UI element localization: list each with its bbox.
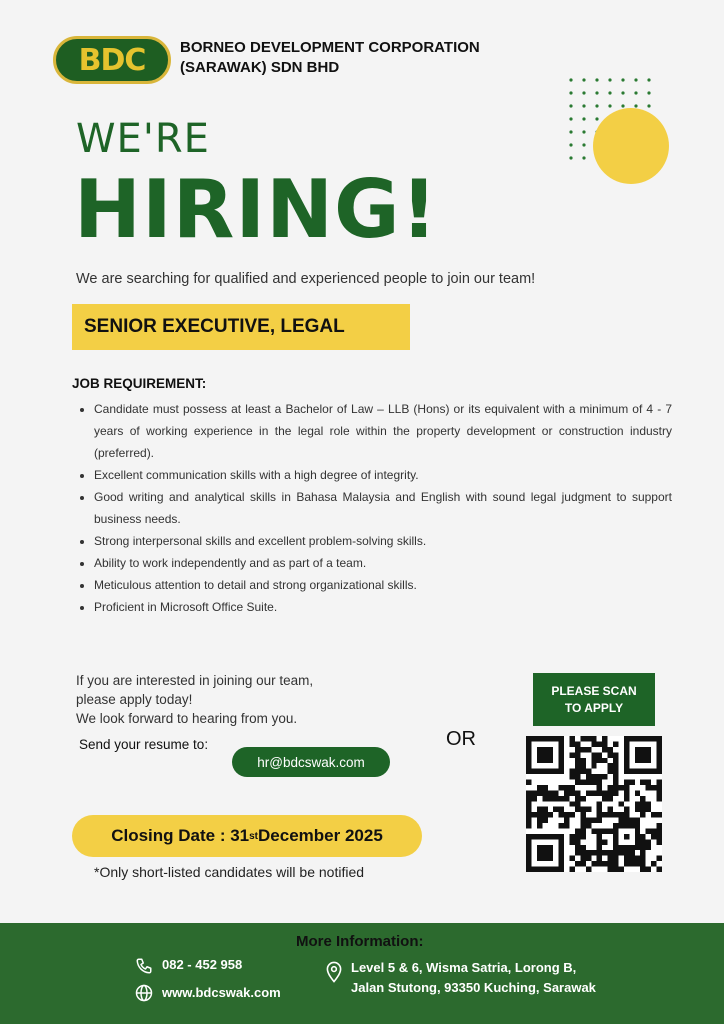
requirement-item: • Meticulous attention to detail and strong organizational skills.	[94, 574, 672, 596]
requirement-item: • Proficient in Microsoft Office Suite.	[94, 596, 672, 618]
requirement-item: • Strong interpersonal skills and excellent problem-solving skills.	[94, 530, 672, 552]
apply-message-line2: please apply today!	[76, 692, 193, 707]
closing-date-suffix: December 2025	[258, 826, 383, 845]
requirements-list	[76, 398, 672, 618]
apply-message-line1: If you are interested in joining our team,	[76, 673, 314, 688]
decorative-yellow-circle	[593, 108, 669, 184]
company-name	[180, 38, 480, 78]
footer-phone[interactable]: 082 - 452 958	[162, 957, 243, 972]
scan-to-apply-label	[533, 673, 655, 726]
footer-title: More Information:	[296, 933, 424, 950]
email-button[interactable]: hr@bdcswak.com	[232, 747, 390, 777]
closing-date-ordinal: st	[249, 830, 259, 842]
scan-line2: TO APPLY	[564, 700, 624, 715]
globe-icon	[135, 984, 153, 1002]
apply-message	[76, 671, 313, 728]
address-line1: Level 5 & 6, Wisma Satria, Lorong B,	[351, 960, 577, 975]
phone-icon	[135, 957, 153, 975]
closing-date-prefix: Closing Date : 31	[111, 826, 250, 845]
tagline: We are searching for qualified and experienced people to join our team!	[76, 271, 536, 287]
address-line2: Jalan Stutong, 93350 Kuching, Sarawak	[351, 980, 596, 995]
requirements-title: JOB REQUIREMENT:	[72, 376, 207, 391]
qr-code[interactable]	[526, 736, 662, 872]
shortlist-note: *Only short-listed candidates will be notified	[94, 864, 365, 880]
send-resume-label: Send your resume to:	[79, 737, 209, 752]
position-title: SENIOR EXECUTIVE, LEGAL	[72, 304, 410, 350]
headline-were: WE'RE	[76, 116, 210, 162]
requirement-item: • Candidate must possess at least a Bachelor of Law – LLB (Hons) or its equivalent with a minimum of 4 - 7 years of working experience in the legal role within the property development or construction industry (preferred).	[94, 398, 672, 464]
requirement-item: • Ability to work independently and as part of a team.	[94, 552, 672, 574]
requirement-item: • Excellent communication skills with a high degree of integrity.	[94, 464, 672, 486]
company-name-line2: (SARAWAK) SDN BHD	[180, 59, 340, 76]
headline-hiring: HIRING!	[74, 163, 439, 256]
closing-date-badge	[72, 815, 422, 857]
requirement-item: • Good writing and analytical skills in Bahasa Malaysia and English with sound legal judgment to support business needs.	[94, 486, 672, 530]
or-label: OR	[446, 728, 476, 750]
scan-line1: PLEASE SCAN	[551, 683, 637, 698]
footer-address	[351, 958, 596, 998]
location-pin-icon	[325, 961, 343, 983]
logo-text: BDC	[78, 42, 146, 78]
company-logo	[53, 36, 171, 84]
footer-website[interactable]: www.bdcswak.com	[162, 985, 281, 1000]
company-name-line1: BORNEO DEVELOPMENT CORPORATION	[180, 39, 480, 56]
apply-message-line3: We look forward to hearing from you.	[76, 711, 298, 726]
